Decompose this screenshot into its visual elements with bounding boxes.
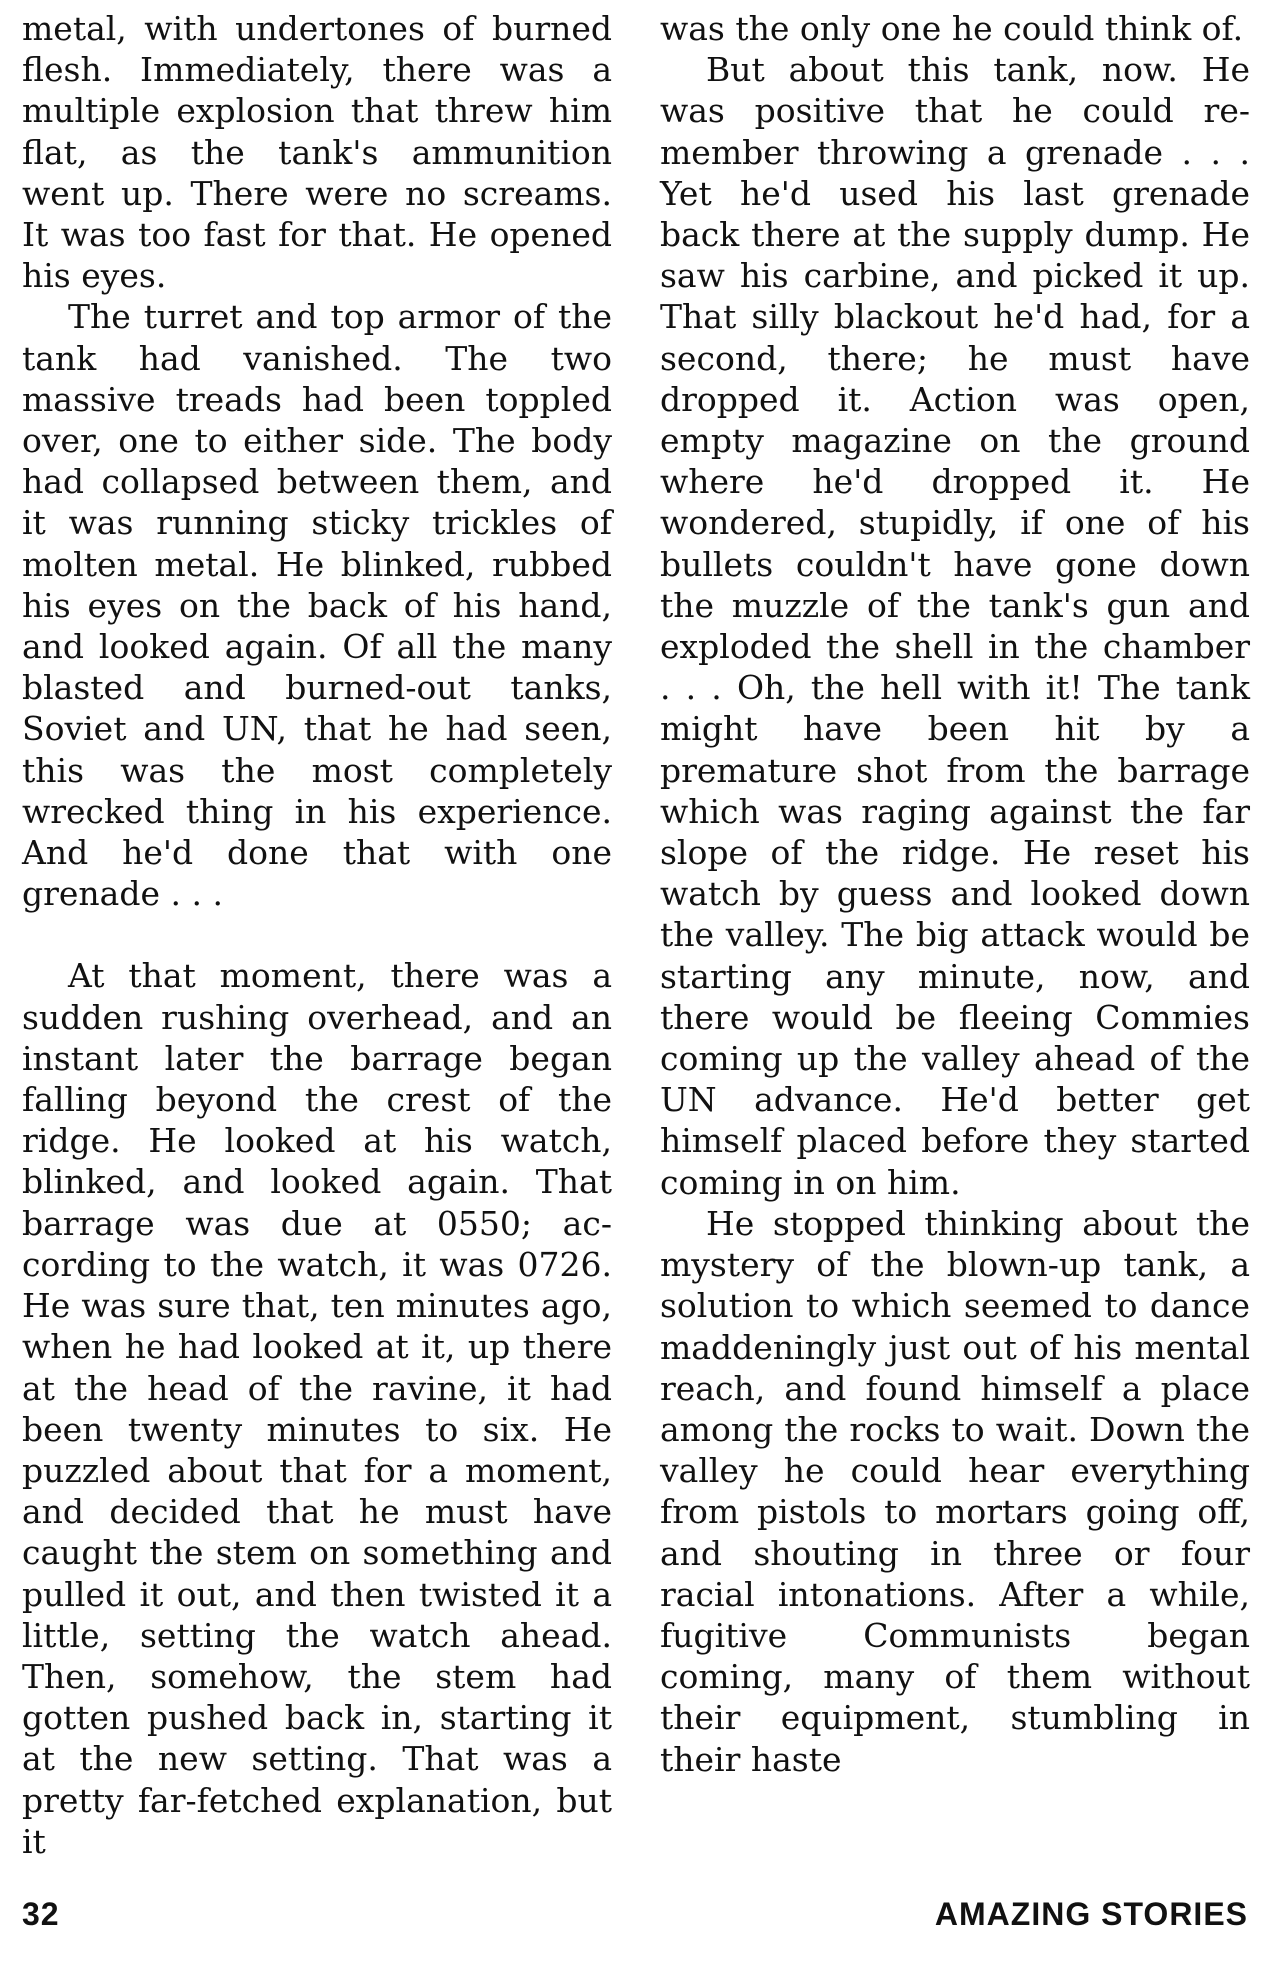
paragraph: metal, with undertones of burned flesh. Immediately, there was a multiple explosion that threw him flat, as the tank's ammunition went up. There were no screams. It was too fast for that. He opened his eyes. (22, 9, 612, 296)
paragraph: At that moment, there was a sudden rushing overhead, and an instant later the barrage began falling beyond the crest of the ridge. He looked at his watch, blinked, and looked again. That barrage was due at 0550; according to the watch, it was 0726. He was sure that, ten minutes ago, when he had looked at it, up there at the head of the ravine, it had been twenty minutes to six. He puzzled about that for a moment, and decided that he must have caught the stem on something and pulled it out, and then twisted it a little, setting the watch ahead. Then, somehow, the stem had gotten pushed back in, starting it at the new setting. That was a pretty far-fetched explanation, but it (22, 956, 612, 1861)
paragraph: He stopped thinking about the mystery of the blown-up tank, a solution to which seemed to dance maddeningly just out of his mental reach, and found himself a place among the rocks to wait. Down the valley he could hear everything from pistols to mortars going off, and shouting in three or four racial intonations. After a while, fugitive Communists began coming, many of them without their equipment, stumbling in their haste (660, 1203, 1250, 1779)
paragraph: was the only one he could think of. (660, 9, 1244, 48)
paragraph: The turret and top armor of the tank had vanished. The two massive treads had been toppled over, one to either side. The body had collapsed between them, and it was running sticky trickles of molten metal. He blinked, rubbed his eyes on the back of his hand, and looked again. Of all the many blasted and burned-out tanks, Soviet and UN, that he had seen, this was the most completely wrecked thing in his experience. And he'd done that with one grenade . . . (22, 297, 612, 914)
left-text-column (22, 8, 612, 1862)
page-number: 32 (22, 1896, 60, 1932)
magazine-name: AMAZING STORIES (934, 1896, 1248, 1932)
paragraph: But about this tank, now. He was positive that he could remember throwing a grenade . . . Yet he'd used his last grenade back there at the supply dump. He saw his carbine, and picked it up. That silly blackout he'd had, for a second, there; he must have dropped it. Action was open, empty magazine on the ground where he'd dropped it. He wondered, stupidly, if one of his bullets couldn't have gone down the muzzle of the tank's gun and exploded the shell in the chamber . . . Oh, the hell with it! The tank might have been hit by a premature shot from the barrage which was raging against the far slope of the ridge. He reset his watch by guess and looked down the valley. The big attack would be starting any minute, now, and there would be fleeing Commies coming up the valley ahead of the UN advance. He'd better get himself placed before they started coming in on him. (660, 50, 1250, 1202)
right-text-column (660, 8, 1250, 1780)
